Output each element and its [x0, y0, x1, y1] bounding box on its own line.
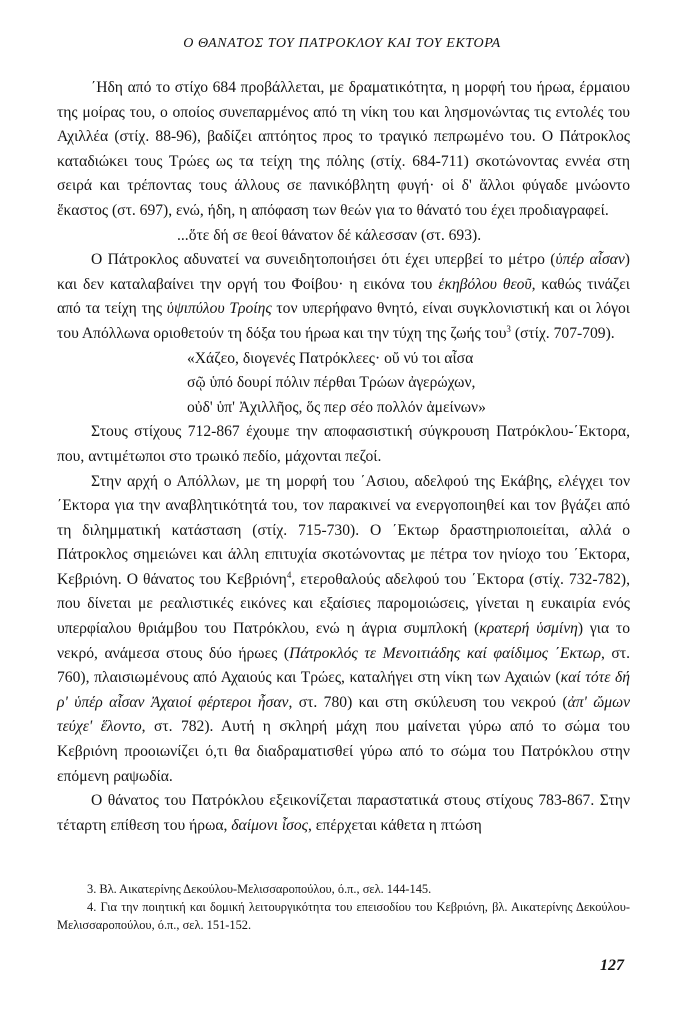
text-span: καθώς τινάζει από τα τείχη της [57, 275, 630, 318]
text-span: Ο Πάτροκλος αδυνατεί να συνειδητοποιήσει ότι έχει υπερβεί το μέτρο ( [91, 251, 556, 269]
text-span: τον υπερήφανο θνητό, είναι συγκλονιστική και οι λόγοι του Απόλλωνα οριοθετούν τη δόξα του ήρωα και την τύχη της ζωής του [57, 300, 630, 342]
text-span: Στην αρχή ο Απόλλων, με τη μορφή του ΄Ασιου, αδελφού της Εκάβης, ελέγχει τον ΄Εκτορα για την αναβλητικότητά του, τον παρακινεί να ενεργοποιηθεί και τον βγάζει από τη διλημματική κατάσταση (στίχ. 715-730). Ο ΄Εκτωρ δραστηριοποιείται, αλλά ο Πάτροκλος σημειώνει και άλλη επιτυχία σκοτώνοντας με πέτρα τον ηνίοχο του ΄Εκτορα, Κεβριόνη. Ο θάνατος του Κεβριόνη [57, 472, 630, 588]
greek-phrase: δαίμονι ἶσος [231, 816, 308, 834]
text-span: ) για το νεκρό, ανάμεσα στους δύο ήρωες ( [57, 620, 630, 662]
paragraph-5 [57, 789, 630, 838]
verse-line-3: οὐδ' ὑπ' Ἀχιλλῆος, ὅς περ σέο πολλόν ἀμείνων» [187, 398, 486, 416]
paragraph-1: ΄Ηδη από το στίχο 684 προβάλλεται, με δραματικότητα, η μορφή του ήρωα, έρμαιου της μοίρας του, ο οποίος συνεπαρμένος από τη νίκη του και λησμονώντας τις εντολές του Αχιλλέα (στίχ. 88-96), βαδίζει απτόητος προς το τραγικό πεπρωμένο του. Ο Πάτροκλος καταδιώκει τους Τρώες ως τα τείχη της πόλης (στίχ. 684-711) σκοτώνοντας εννέα στη σειρά και τρέποντας τους άλλους σε πανικόβλητη φυγή· οἱ δ' ἄλλοι φύγαδε μνώοντο ἕκαστος (στ. 697), ενώ, ήδη, η απόφαση των θεών για το θάνατό του έχει προδιαγραφεί. [57, 79, 630, 219]
footnote-ref-4[interactable]: 4 [286, 569, 292, 580]
footnote-4: 4. Για την ποιητική και δομική λειτουργικότητα του επεισοδίου του Κεβριόνη, βλ. Αικατερίνης Δεκούλου-Μελισσαροπούλου, ό.π., σελ. 151-152. [57, 900, 630, 932]
greek-phrase: ἑκηβόλου θεοῦ, [438, 275, 536, 293]
text-span: , στ. 782). Αυτή η σκληρή μάχη που μαίνεται γύρω από το σώμα του Κεβριόνη προοιωνίζει ό,τι θα διαδραματισθεί γύρω από το σώμα του Πατρόκλου στην επόμενη ραψωδία. [57, 718, 630, 785]
page-number: 127 [600, 957, 624, 974]
quote-line-693 [57, 224, 630, 249]
text-span: , στ. 760), πλαισιωμένους από Αχαιούς και Τρώες, καταλήγει στη νίκη των Αχαιών ( [57, 644, 631, 687]
verse-block [57, 347, 630, 421]
text-span: Ο θάνατος του Πατρόκλου εξεικονίζεται παραστατικά στους στίχους 783-867. Στην τέταρτη επίθεση του ήρωα, [57, 792, 630, 834]
greek-phrase: ὑπέρ αἶσαν [555, 251, 625, 269]
verse-line-2: σῷ ὑπό δουρί πόλιν πέρθαι Τρώων ἀγερώχων, [187, 374, 476, 392]
paragraph-2 [57, 248, 630, 346]
quote-text: ...ὅτε δή σε θεοί θάνατον δέ κάλεσσαν (στ. 693). [177, 226, 482, 244]
greek-phrase: Πάτροκλός τε Μενοιτιάδης καί φαίδιμος ΄Εκτωρ [289, 644, 601, 662]
paragraph-4 [57, 470, 630, 790]
text-span: , ετεροθαλούς αδελφού του ΄Εκτορα (στίχ. 732-782), που δίνεται με ρεαλιστικές εικόνες και εξαίσιες παρομοιώσεις, γίνεται η ευκαιρία ενός υπερφίαλου θριάμβου του Πατρόκλου, ενώ η άγρια συμπλοκή ( [57, 570, 630, 638]
greek-phrase: κρατερή ὑσμίνη [479, 620, 578, 638]
footnotes [57, 880, 630, 934]
text-span: , επέρχεται κάθετα η πτώση [308, 816, 482, 834]
text-span: , στ. 780) και στη σκύλευση του νεκρού ( [288, 693, 568, 711]
paragraph-3: Στους στίχους 712-867 έχουμε την αποφασιστική σύγκρουση Πατρόκλου-΄Εκτορα, που, αντιμέτωποι στο τρωικό πεδίο, μάχονται πεζοί. [57, 423, 630, 465]
greek-phrase: ὑψιπύλου Τροίης [166, 300, 272, 318]
main-text [57, 76, 630, 838]
running-header: Ο ΘΑΝΑΤΟΣ ΤΟΥ ΠΑΤΡΟΚΛΟΥ ΚΑΙ ΤΟΥ ΕΚΤΟΡΑ [183, 36, 501, 51]
footnote-ref-3[interactable]: 3 [506, 323, 511, 334]
footnote-3: 3. Βλ. Αικατερίνης Δεκούλου-Μελισσαροπούλου, ό.π., σελ. 144-145. [87, 882, 432, 896]
verse-line-1: «Χάζεο, διογενές Πατρόκλεες· οὔ νύ τοι αἶσα [187, 349, 474, 367]
text-span: ) και δεν καταλαβαίνει την οργή του Φοίβου· η εικόνα του [57, 251, 630, 293]
greek-phrase: καί τότε δή ρ' ὑπέρ αἶσαν Ἀχαιοί φέρτεροι ἦσαν [57, 669, 631, 711]
text-span: (στίχ. 707-709). [510, 324, 615, 342]
greek-phrase: ἀπ' ὤμων τεύχε' ἕλοντο [57, 693, 631, 736]
